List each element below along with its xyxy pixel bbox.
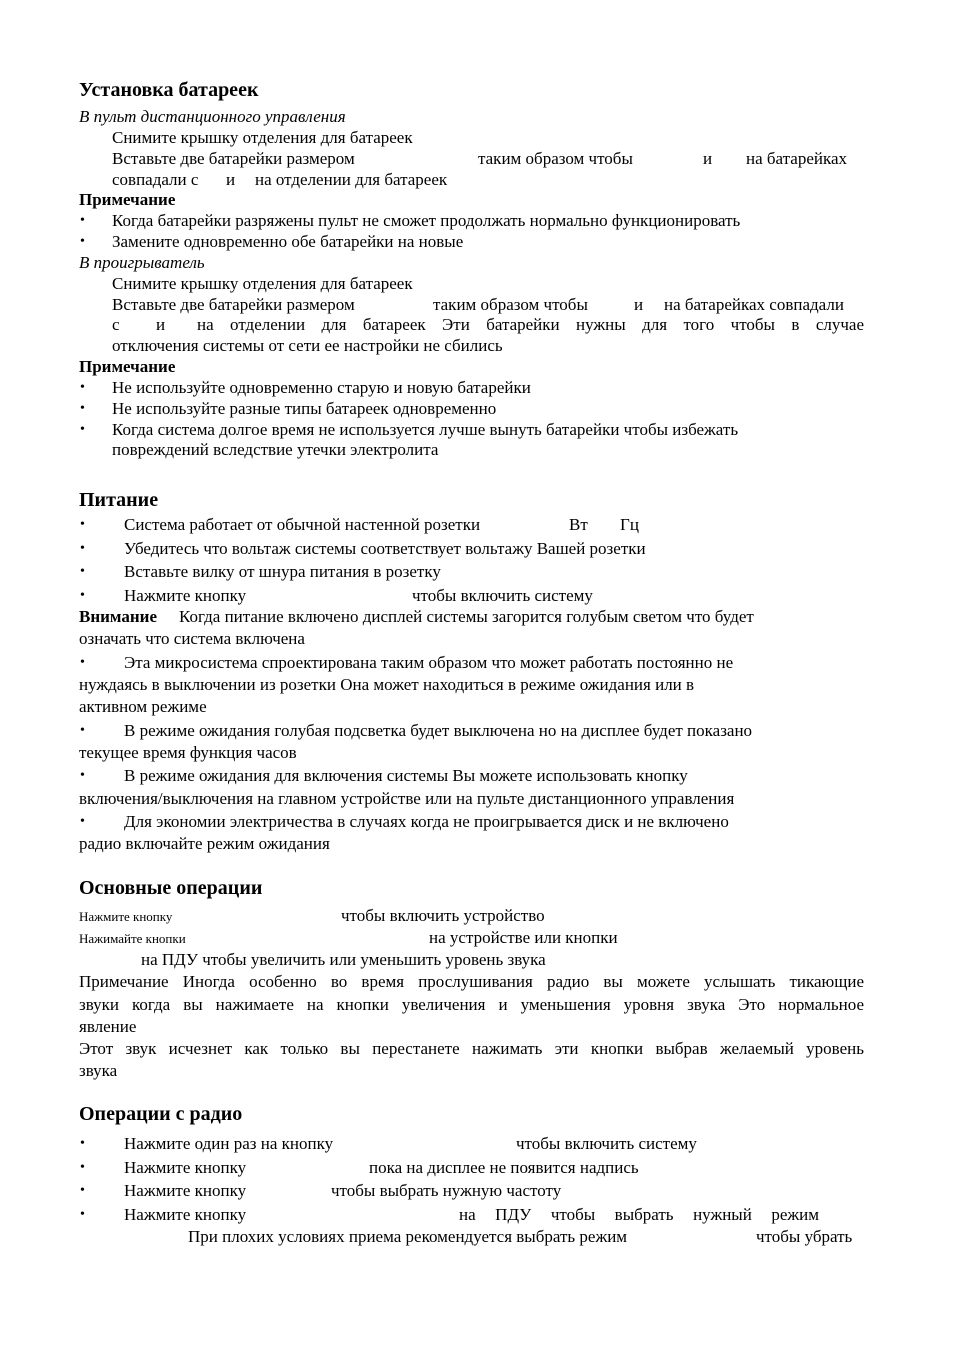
power-note-2a: В режиме ожидания голубая подсветка будет выключена но на дисплее будет показано [124, 721, 753, 740]
note-1-item-2: Замените одновременно обе батарейки на новые [112, 232, 464, 251]
power-note-4b: радио включайте режим ожидания [79, 834, 330, 853]
radio-step-5a: При плохих условиях приема рекомендуется выбрать режим [188, 1227, 628, 1246]
note-2-item-3b: повреждений вследствие утечки электролита [112, 440, 439, 459]
step-player-3b: и [156, 315, 166, 334]
note-label-1: Примечание [79, 190, 176, 209]
radio-step-1b: чтобы включить систему [516, 1134, 697, 1153]
radio-step-4b: на ПДУ чтобы выбрать нужный режим [459, 1205, 819, 1224]
step-remote-2b: таким образом чтобы [478, 149, 633, 168]
note-2-item-2: Не используйте разные типы батареек одновременно [112, 399, 497, 418]
power-item-3: Вставьте вилку от шнура питания в розетку [124, 562, 441, 581]
step-player-2b: таким образом чтобы [433, 295, 588, 314]
basic-op-1a: Нажмите кнопку [79, 909, 173, 924]
basic-note-5: звука [79, 1061, 118, 1080]
step-player-2c: и [634, 295, 644, 314]
bullet-icon: • [80, 541, 85, 556]
bullet-icon: • [80, 564, 85, 579]
power-item-4a: Нажмите кнопку [124, 586, 247, 605]
step-player-2a: Вставьте две батарейки размером [112, 295, 355, 314]
bullet-icon: • [80, 422, 85, 437]
radio-step-2b: пока на дисплее не появится надпись [369, 1158, 639, 1177]
step-player-2d: на батарейках совпадали [664, 295, 844, 314]
basic-op-2b: на устройстве или кнопки [429, 928, 618, 947]
basic-note-3: явление [79, 1017, 137, 1036]
power-item-1c: Гц [620, 515, 639, 534]
step-remote-1: Снимите крышку отделения для батареек [112, 128, 413, 147]
warning-text-2: означать что система включена [79, 629, 305, 648]
power-note-3b: включения/выключения на главном устройстве или на пульте дистанционного управления [79, 789, 735, 808]
step-player-4: отключения системы от сети ее настройки не сбились [112, 336, 503, 355]
bullet-icon: • [80, 401, 85, 416]
power-note-3a: В режиме ожидания для включения системы Вы можете использовать кнопку [124, 766, 688, 785]
note-2-item-1: Не используйте одновременно старую и новую батарейки [112, 378, 531, 397]
subheading-remote: В пульт дистанционного управления [79, 107, 346, 126]
section-title-basic-ops: Основные операции [79, 877, 263, 899]
bullet-icon: • [80, 517, 85, 532]
bullet-icon: • [80, 768, 85, 783]
power-note-1c: активном режиме [79, 697, 207, 716]
bullet-icon: • [80, 588, 85, 603]
bullet-icon: • [80, 1207, 85, 1222]
step-remote-3b: и [226, 170, 236, 189]
step-remote-2c: и [703, 149, 713, 168]
basic-op-1b: чтобы включить устройство [341, 906, 545, 925]
bullet-icon: • [80, 380, 85, 395]
basic-op-2a: Нажимайте кнопки [79, 931, 186, 946]
note-2-item-3a: Когда система долгое время не используется лучше вынуть батарейки чтобы избежать [112, 420, 739, 439]
section-title-radio: Операции с радио [79, 1103, 243, 1125]
power-note-1a: Эта микросистема спроектирована таким образом что может работать постоянно не [124, 653, 734, 672]
section-title-batteries: Установка батареек [79, 79, 259, 101]
power-item-1a: Система работает от обычной настенной розетки [124, 515, 481, 534]
section-title-power: Питание [79, 489, 159, 511]
power-item-1b: Вт [569, 515, 588, 534]
bullet-icon: • [80, 1183, 85, 1198]
step-remote-3a: совпадали с [112, 170, 199, 189]
note-label-2: Примечание [79, 357, 176, 376]
step-remote-2a: Вставьте две батарейки размером [112, 149, 355, 168]
radio-step-5b: чтобы убрать [756, 1227, 853, 1246]
step-player-1: Снимите крышку отделения для батареек [112, 274, 413, 293]
bullet-icon: • [80, 723, 85, 738]
basic-note-2: звуки когда вы нажимаете на кнопки увеличения и уменьшения уровня звука Это нормальное [79, 995, 864, 1014]
power-note-2b: текущее время функция часов [79, 743, 297, 762]
step-player-3a: с [112, 315, 120, 334]
bullet-icon: • [80, 655, 85, 670]
radio-step-3a: Нажмите кнопку [124, 1181, 247, 1200]
radio-step-2a: Нажмите кнопку [124, 1158, 247, 1177]
radio-step-4a: Нажмите кнопку [124, 1205, 247, 1224]
note-1-item-1: Когда батарейки разряжены пульт не сможет продолжать нормально функционировать [112, 211, 741, 230]
warning-label: Внимание [79, 607, 158, 626]
power-item-4b: чтобы включить систему [412, 586, 593, 605]
bullet-icon: • [80, 1160, 85, 1175]
subheading-player: В проигрыватель [79, 253, 205, 272]
warning-text-1: Когда питание включено дисплей системы загорится голубым светом что будет [179, 607, 754, 626]
basic-note-1: Примечание Иногда особенно во время прослушивания радио вы можете услышать тикающие [79, 972, 864, 991]
power-note-4a: Для экономии электричества в случаях когда не проигрывается диск и не включено [124, 812, 729, 831]
radio-step-3b: чтобы выбрать нужную частоту [331, 1181, 562, 1200]
power-note-1b: нуждаясь в выключении из розетки Она может находиться в режиме ожидания или в [79, 675, 695, 694]
basic-op-3: на ПДУ чтобы увеличить или уменьшить уровень звука [141, 950, 546, 969]
bullet-icon: • [80, 1136, 85, 1151]
step-remote-2d: на батарейках [746, 149, 848, 168]
power-item-2: Убедитесь что вольтаж системы соответствует вольтажу Вашей розетки [124, 539, 646, 558]
radio-step-1a: Нажмите один раз на кнопку [124, 1134, 334, 1153]
bullet-icon: • [80, 213, 85, 228]
basic-note-4: Этот звук исчезнет как только вы перестанете нажимать эти кнопки выбрав желаемый уровень [79, 1039, 864, 1058]
step-player-3c: на отделении для батареек Эти батарейки нужны для того чтобы в случае [197, 315, 864, 334]
bullet-icon: • [80, 234, 85, 249]
bullet-icon: • [80, 814, 85, 829]
step-remote-3c: на отделении для батареек [255, 170, 448, 189]
